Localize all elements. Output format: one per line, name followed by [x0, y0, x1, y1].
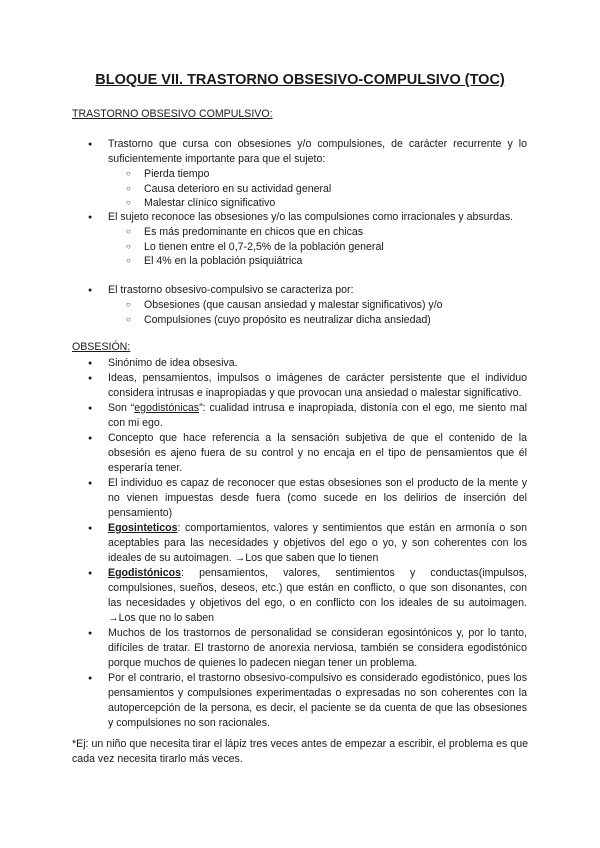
term-egodistonicos: Egodistónicos: [108, 567, 181, 579]
list-item: [0, 626, 600, 671]
sub-list-item-text: Pierda tiempo: [144, 168, 210, 180]
list-item-text: Trastorno que cursa con obsesiones y/o compulsiones, de carácter recurrente y lo suficientemente importante para que el sujeto:: [108, 138, 527, 165]
sub-list-item-text: Malestar clínico significativo: [144, 197, 276, 209]
sub-list-item-text: Lo tienen entre el 0,7-2,5% de la población general: [144, 240, 384, 253]
list-item: [0, 371, 600, 401]
list-item: [0, 566, 600, 626]
list-item-text: : comportamientos, valores y sentimientos que están en armonía o son aceptables para las necesidades y objetivos del ego o yo, y son coherentes con los ideales de su autoimagen. →Los que saben que lo tienen: [108, 522, 527, 564]
list-item-text: El trastorno obsesivo-compulsivo se caracteriza por:: [108, 284, 354, 296]
list-item: [0, 210, 600, 225]
toc-bullet-list-3: [0, 283, 600, 327]
sub-list-item: [0, 240, 600, 255]
list-item-text: Concepto que hace referencia a la sensación subjetiva de que el contenido de la obsesión es ajeno fuera de su control y no encaja en el tipo de pensamientos que él esperaría tener.: [108, 432, 527, 474]
list-item-text: El individuo es capaz de reconocer que estas obsesiones son el producto de la mente y no vienen impuestas desde fuera (como sucede en los delirios de inserción del pensamiento): [108, 477, 527, 519]
sub-list-item: [0, 254, 600, 269]
list-item-text: Muchos de los trastornos de personalidad se consideran egosintónicos y, por lo tanto, difíciles de tratar. El trastorno de anorexia nerviosa, también se considera egodistónico porque muchos de quienes lo padecen niegan tener un problema.: [108, 627, 527, 669]
list-item: [0, 521, 600, 566]
term-egosinteticos: Egosinteticos: [108, 522, 178, 534]
toc-bullet-list: [0, 137, 600, 211]
list-item-text: Son “: [108, 402, 135, 414]
sub-list-item-text: Es más predominante en chicos que en chicas: [144, 226, 364, 238]
list-item-text: Ideas, pensamientos, impulsos o imágenes de carácter persistente que el individuo considera intrusas e inapropiadas y que provocan una ansiedad o malestar significativo.: [108, 372, 527, 399]
sub-list-item: [0, 167, 600, 182]
section-heading-obsesion: OBSESIÓN:: [72, 341, 131, 353]
list-item: [0, 401, 600, 431]
page-title: BLOQUE VII. TRASTORNO OBSESIVO-COMPULSIVO (TOC): [95, 72, 505, 88]
term-egodistonicas: egodistónicas: [134, 402, 200, 414]
list-item-text: ”: cualidad intrusa e inapropiada, distonía con el ego, me siento mal con mi ego.: [108, 402, 527, 429]
sub-list-item-text: Compulsiones (cuyo propósito es neutralizar dicha ansiedad): [144, 313, 431, 326]
list-item: [0, 671, 600, 731]
list-item: [0, 137, 600, 167]
section-heading-toc: TRASTORNO OBSESIVO COMPULSIVO:: [72, 108, 273, 120]
obsesion-bullet-list: [0, 356, 600, 731]
sub-list-item: [0, 313, 600, 328]
example-note: *Ej: un niño que necesita tirar el lápiz tres veces antes de empezar a escribir, el problema es que cada vez necesita tirarlo más veces.: [72, 738, 528, 765]
sub-list-item: [0, 298, 600, 313]
sub-list-item-text: Obsesiones (que causan ansiedad y malestar significativos) y/o: [144, 299, 443, 311]
sub-list-item-text: Causa deterioro en su actividad general: [144, 182, 332, 195]
sub-list-item-text: El 4% en la población psiquiátrica: [144, 255, 303, 267]
list-item: [0, 431, 600, 476]
sub-list-item: [0, 196, 600, 211]
list-item-text: : pensamientos, valores, sentimientos y conductas(impulsos, compulsiones, sueños, deseos, etc.) que están en conflicto, o que son disonantes, con las necesidades y objetivos del ego, o en conflicto con los ideales de su autoimagen. →Los que no lo saben: [108, 567, 527, 624]
list-item: [0, 476, 600, 521]
sub-list-item: [0, 225, 600, 240]
list-item-text: Por el contrario, el trastorno obsesivo-compulsivo es considerado egodistónico, pues los pensamientos y compulsiones experimentadas o expresadas no son coherentes con la autopercepción de la persona, es decir, el paciente se da cuenta de que las obsesiones y compulsiones no son racionales.: [108, 672, 527, 729]
toc-bullet-list-2: [0, 210, 600, 269]
list-item: [0, 283, 600, 298]
list-item-text: Sinónimo de idea obsesiva.: [108, 357, 238, 369]
list-item: [0, 356, 600, 371]
sub-list-item: [0, 182, 600, 197]
list-item-text: El sujeto reconoce las obsesiones y/o las compulsiones como irracionales y absurdas.: [108, 211, 514, 223]
